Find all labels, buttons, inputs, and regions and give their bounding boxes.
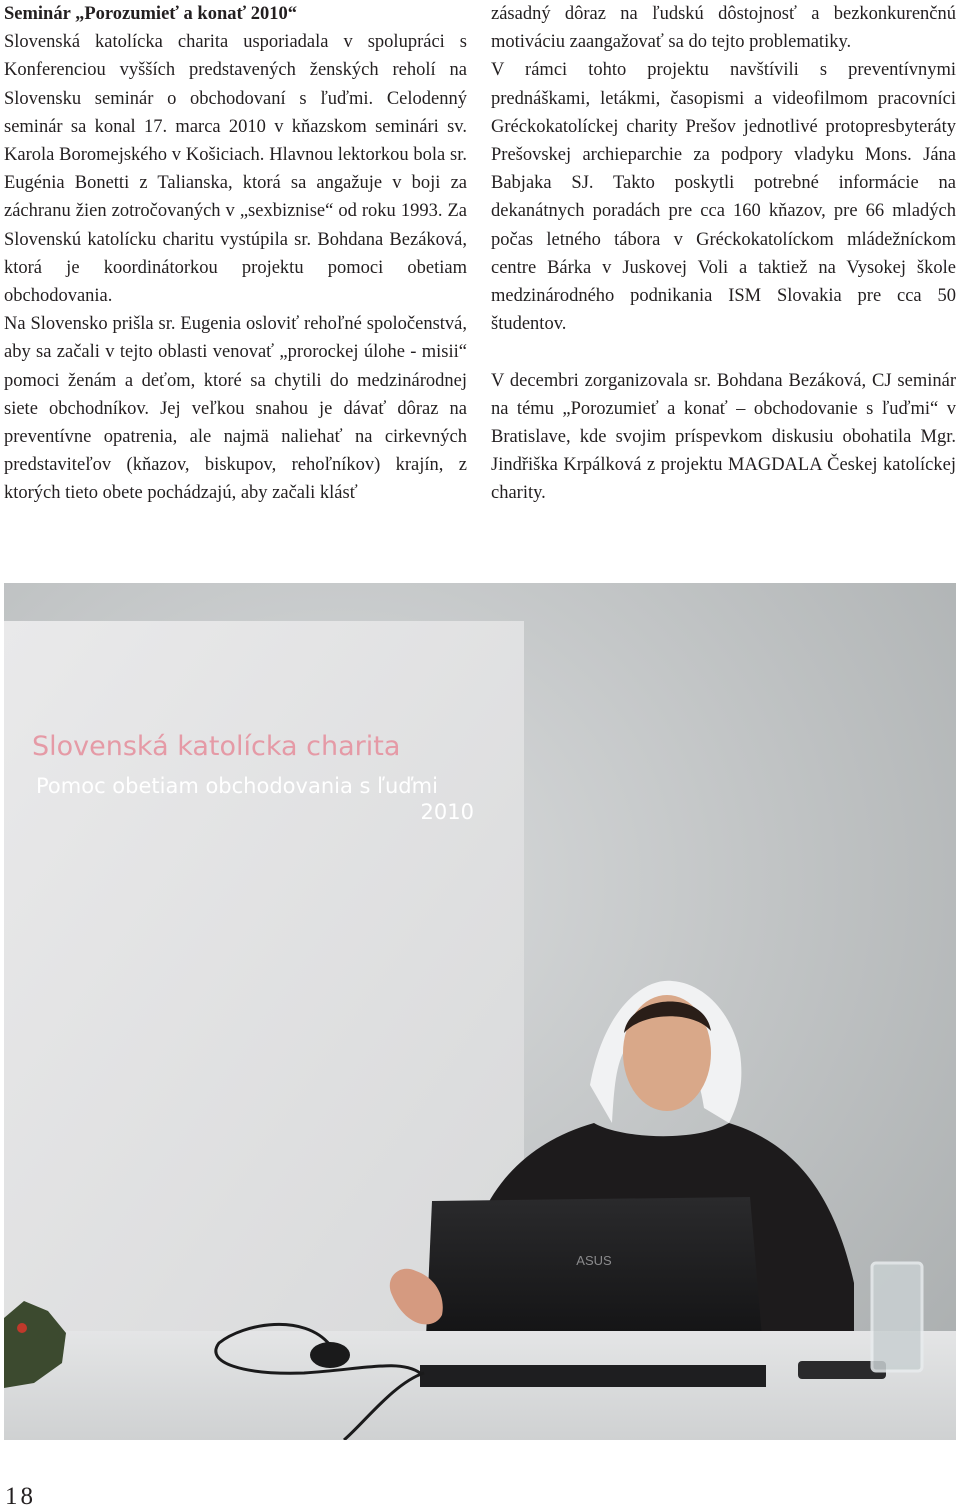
seminar-photo: [4, 583, 956, 1440]
page-number: 18: [5, 1483, 36, 1510]
right-paragraph-1: zásadný dôraz na ľudskú dôstojnosť a bezkonkurenčnú motiváciu zaangažovať sa do tejto problematiky.: [491, 4, 956, 53]
laptop-logo: ASUS: [576, 1253, 612, 1268]
left-column: [4, 0, 467, 508]
left-paragraph-1: Slovenská katolícka charita usporiadala v spolupráci s Konferenciou vyšších predstavených ženských reholí na Slovensku seminár o obchodovaní s ľuďmi. Celodenný seminár sa konal 17. marca 2010 v kňazskom seminári sv. Karola Boromejského v Košiciach. Hlavnou lektorkou bola sr. Eugénia Bonetti z Talianska, ktorá sa angažuje v boji za záchranu žien zotročovaných v „sexbiznise“ od roku 1993. Za Slovenskú katolícku charitu vystúpila sr. Bohdana Bezáková, ktorá je koordinátorkou projektu pomoci obetiam obchodovania.: [4, 32, 467, 307]
right-paragraph-3: V decembri zorganizovala sr. Bohdana Bezáková, CJ seminár na tému „Porozumieť a konať – obchodovanie s ľuďmi“ v Bratislave, kde svojim príspevkom diskusiu obohatila Mgr. Jindřiška Krpálková z projektu MAGDALA Českej katolíckej charity.: [491, 370, 956, 504]
laptop-base-front: [420, 1365, 766, 1387]
slide-year: 2010: [420, 800, 474, 824]
seminar-photo-illustration: [4, 583, 956, 1440]
computer-mouse: [310, 1342, 350, 1368]
left-paragraph-2: Na Slovensko prišla sr. Eugenia osloviť rehoľné spoločenstvá, aby sa začali v tejto oblasti venovať „prorockej úlohe - misii“ pomoci ženám a deťom, ktoré sa chytili do medzinárodnej siete obchodníkov. Jej veľkou snahou je dávať dôraz na preventívne opatrenia, ale najmä naliehať na cirkevných predstaviteľov (kňazov, biskupov, rehoľníkov) krajín, z ktorých tieto obete pochádzajú, aby začali klásť: [4, 314, 467, 504]
slide-title: Slovenská katolícka charita: [32, 731, 401, 762]
ornament: [17, 1323, 27, 1333]
right-paragraph-2: V rámci tohto projektu navštívili s preventívnymi prednáškami, letákmi, časopismi a videofilmom pracovníci Gréckokatolíckej charity Prešov jednotlivé protopresbyteráty Prešovskej archieparchie za podpory vladyku Mons. Jána Babjaka SJ. Takto poskytli potrebné informácie na dekanátnych poradách pre cca 160 kňazov, pre 66 mladých počas letného tábora v Gréckokatolíckom mládežníckom centre Bárka v Juskovej Voli a taktiež na Vysokej škole medzinárodného podnikania ISM Slovakia pre cca 50 študentov.: [491, 60, 956, 335]
right-column: [491, 0, 956, 508]
slide-subtitle: Pomoc obetiam obchodovania s ľuďmi: [36, 774, 438, 798]
paragraph-gap: [491, 338, 956, 366]
article-title: Seminár „Porozumieť a konať 2010“: [4, 4, 298, 24]
water-glass: [872, 1263, 922, 1371]
